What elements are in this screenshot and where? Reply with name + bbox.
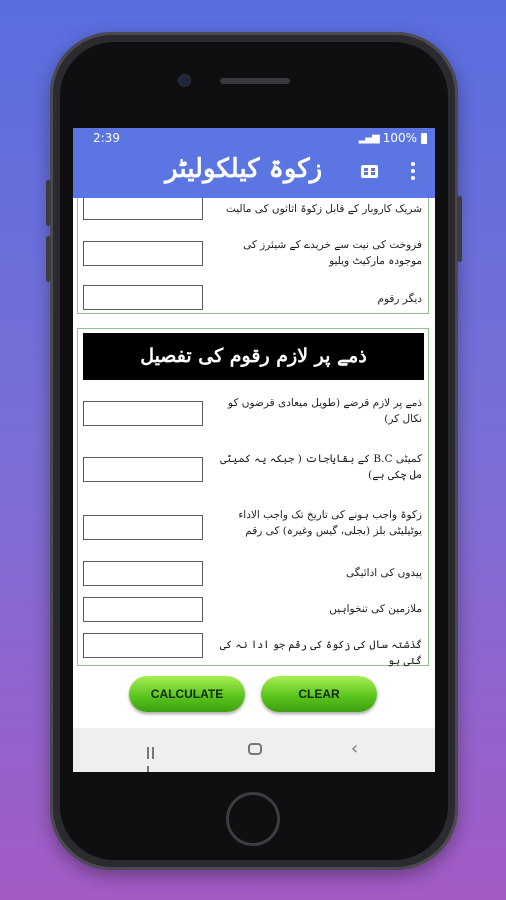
debts-input[interactable] [83, 401, 203, 426]
liabilities-section [77, 328, 429, 666]
salaries-input[interactable] [83, 597, 203, 622]
shares-value-input[interactable] [83, 241, 203, 266]
status-bar [73, 128, 435, 148]
utility-bills-input[interactable] [83, 515, 203, 540]
power-button[interactable] [457, 196, 462, 262]
field-label: شریک کاروبار کے قابل زکوۃ اثاثوں کی مالیت [225, 203, 422, 215]
battery-icon [421, 133, 427, 144]
front-camera-icon [180, 76, 189, 85]
clear-button[interactable]: CLEAR [261, 676, 377, 712]
field-label: کمیٹی B.C کے بقایاجات ( جبکہ یہ کمیٹی مل چکی ہے) [220, 453, 422, 481]
form-row [78, 285, 428, 311]
overflow-menu-icon[interactable] [411, 162, 415, 182]
calculator-grid-icon[interactable] [361, 165, 378, 178]
speaker-grille [220, 78, 290, 84]
liabilities-header: ذمے پر لازم رقوم کی تفصیل [83, 333, 424, 380]
other-amounts-input[interactable] [83, 285, 203, 310]
bc-committee-input[interactable] [83, 457, 203, 482]
form-row [78, 633, 428, 667]
field-label: دیگر رقوم [377, 293, 422, 305]
back-icon[interactable]: ‹ [351, 738, 359, 759]
field-label: ذمے پر لازم قرضے (طویل میعادی قرضوں کو نکال کر) [228, 397, 422, 425]
app-title: زکوۃ کیلکولیٹر [165, 154, 323, 184]
recents-icon[interactable] [147, 744, 161, 756]
field-label: زکوۃ واجب ہونے کی تاریخ تک واجب الاداء یوٹیلیٹی بلز (بجلی، گیس وغیرہ) کی رقم [238, 509, 422, 537]
form-row [78, 451, 428, 485]
home-icon[interactable] [248, 743, 262, 755]
form-row [78, 507, 428, 541]
field-label: ملازمین کی تنخواہیں [329, 603, 422, 615]
battery-percent: 100% [382, 131, 417, 145]
volume-up-button[interactable] [46, 180, 51, 226]
business-assets-input[interactable] [83, 198, 203, 220]
form-content[interactable] [73, 198, 435, 728]
last-year-zakat-input[interactable] [83, 633, 203, 658]
signal-icon: ▂▄▆ [358, 132, 379, 144]
field-label: فروخت کی نیت سے خریدے کے شیئرز کی موجودہ مارکیٹ ویلیو [243, 239, 422, 267]
form-row [78, 561, 428, 587]
payments-input[interactable] [83, 561, 203, 586]
calculate-button[interactable]: CALCULATE [129, 676, 245, 712]
status-time: 2:39 [93, 131, 120, 145]
field-label: پیدوں کی ادائیگی [346, 567, 422, 579]
form-row [78, 597, 428, 623]
android-nav-bar [73, 728, 435, 772]
home-button[interactable] [226, 792, 280, 846]
field-label: گذشتہ سال کی زکوۃ کی رقم جو ادا نہ کی گئی ہو [219, 639, 422, 667]
form-row [78, 198, 428, 221]
form-row [78, 395, 428, 429]
volume-down-button[interactable] [46, 236, 51, 282]
form-row [78, 237, 428, 271]
assets-section [77, 198, 429, 314]
app-screen [73, 128, 435, 772]
app-bar [73, 148, 435, 198]
